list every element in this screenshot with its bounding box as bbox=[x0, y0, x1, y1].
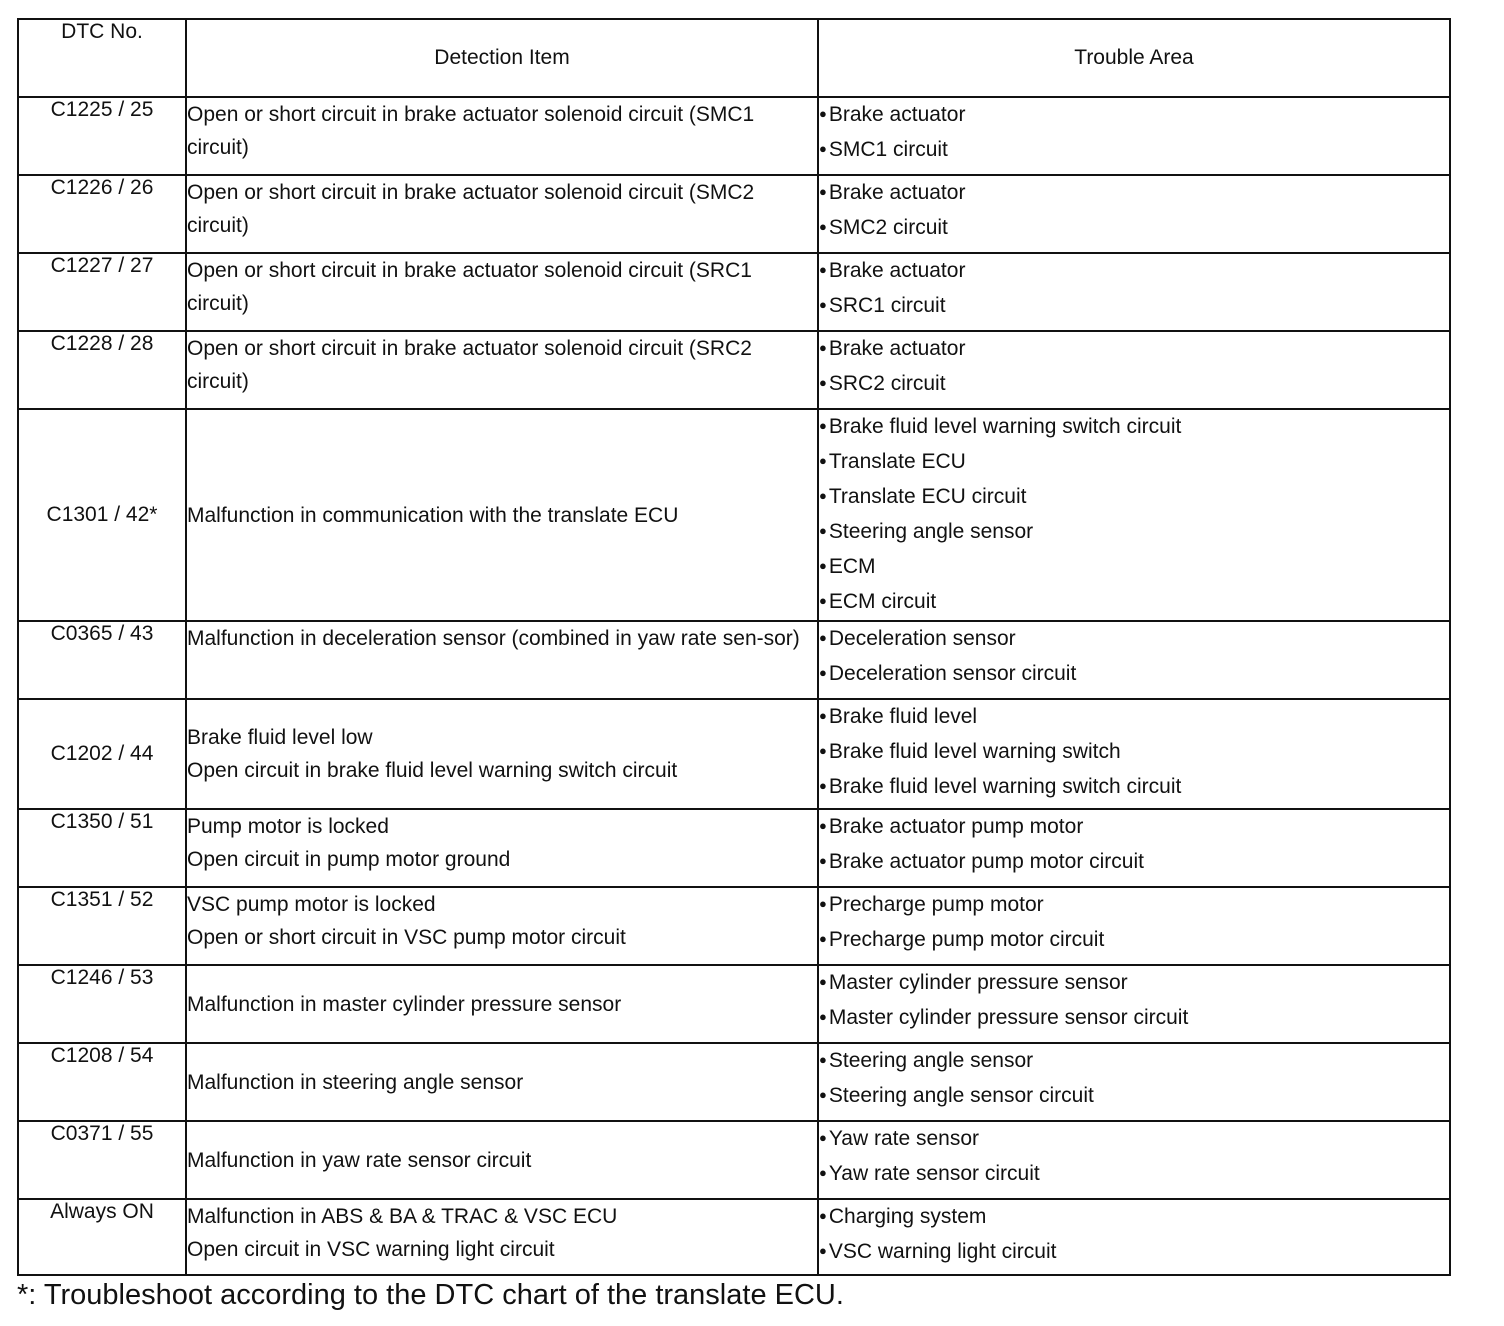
detection-item-text: Open or short circuit in brake actuator solenoid circuit (SMC2 circuit) bbox=[187, 181, 755, 237]
trouble-area-item: ● Translate ECU bbox=[819, 445, 1449, 480]
header-dtc-no: DTC No. bbox=[18, 19, 186, 97]
detection-item bbox=[186, 699, 818, 809]
detection-item bbox=[186, 253, 818, 331]
trouble-area-item: ● SRC1 circuit bbox=[819, 289, 1449, 324]
detection-item bbox=[186, 621, 818, 699]
detection-item-text: Malfunction in deceleration sensor (combined in yaw rate sen-sor) bbox=[187, 627, 800, 650]
trouble-area bbox=[818, 175, 1450, 253]
trouble-area bbox=[818, 331, 1450, 409]
dtc-code: Always ON bbox=[18, 1199, 186, 1275]
trouble-area-item: ● Brake fluid level warning switch circuit bbox=[819, 770, 1449, 805]
trouble-area bbox=[818, 887, 1450, 965]
trouble-area-item: ● Master cylinder pressure sensor bbox=[819, 966, 1449, 1001]
trouble-area bbox=[818, 253, 1450, 331]
trouble-area-item: ● SRC2 circuit bbox=[819, 367, 1449, 402]
detection-item-text: Open circuit in brake fluid level warning switch circuit bbox=[187, 759, 678, 782]
trouble-area bbox=[818, 1043, 1450, 1121]
trouble-area-item: ● SMC2 circuit bbox=[819, 211, 1449, 246]
dtc-code: C0371 / 55 bbox=[18, 1121, 186, 1199]
trouble-area bbox=[818, 409, 1450, 621]
trouble-area-item: ● SMC1 circuit bbox=[819, 133, 1449, 168]
trouble-area-item: ● Steering angle sensor bbox=[819, 515, 1449, 550]
detection-item-text: Open circuit in VSC warning light circuit bbox=[187, 1238, 555, 1261]
table-row bbox=[18, 965, 1450, 1043]
trouble-area bbox=[818, 1199, 1450, 1275]
detection-item bbox=[186, 409, 818, 621]
trouble-area bbox=[818, 1121, 1450, 1199]
dtc-code: C0365 / 43 bbox=[18, 621, 186, 699]
dtc-code: C1301 / 42* bbox=[18, 409, 186, 621]
trouble-area-item: ● Brake actuator bbox=[819, 98, 1449, 133]
trouble-area-item: ● Brake fluid level warning switch circuit bbox=[819, 410, 1449, 445]
trouble-area-item: ● Brake actuator bbox=[819, 332, 1449, 367]
trouble-area bbox=[818, 699, 1450, 809]
trouble-area-item: ● Brake actuator bbox=[819, 176, 1449, 211]
footnote: *: Troubleshoot according to the DTC chart of the translate ECU. bbox=[17, 1279, 844, 1311]
trouble-area-item: ● ECM bbox=[819, 550, 1449, 585]
trouble-area bbox=[818, 809, 1450, 887]
trouble-area-item: ● Brake fluid level warning switch bbox=[819, 735, 1449, 770]
trouble-area-item: ● Precharge pump motor bbox=[819, 888, 1449, 923]
table-row bbox=[18, 809, 1450, 887]
detection-item bbox=[186, 1043, 818, 1121]
detection-item bbox=[186, 887, 818, 965]
table-row bbox=[18, 409, 1450, 621]
trouble-area-item: ● Brake fluid level bbox=[819, 700, 1449, 735]
detection-item-text: Malfunction in ABS & BA & TRAC & VSC ECU bbox=[187, 1205, 618, 1228]
dtc-code: C1350 / 51 bbox=[18, 809, 186, 887]
detection-item bbox=[186, 809, 818, 887]
table-row bbox=[18, 1199, 1450, 1275]
trouble-area-item: ● Charging system bbox=[819, 1200, 1449, 1235]
trouble-area-item: ● Brake actuator pump motor circuit bbox=[819, 845, 1449, 880]
detection-item-text: Open circuit in pump motor ground bbox=[187, 848, 511, 871]
dtc-table bbox=[17, 18, 1451, 1276]
table-row bbox=[18, 621, 1450, 699]
trouble-area-item: ● ECM circuit bbox=[819, 585, 1449, 620]
trouble-area-item: ● Brake actuator bbox=[819, 254, 1449, 289]
trouble-area-item: ● Yaw rate sensor circuit bbox=[819, 1157, 1449, 1192]
trouble-area-item: ● Deceleration sensor circuit bbox=[819, 657, 1449, 692]
trouble-area-item: ● Yaw rate sensor bbox=[819, 1122, 1449, 1157]
detection-item-text: Malfunction in yaw rate sensor circuit bbox=[187, 1148, 532, 1172]
dtc-code: C1246 / 53 bbox=[18, 965, 186, 1043]
detection-item bbox=[186, 1121, 818, 1199]
table-row bbox=[18, 97, 1450, 175]
detection-item bbox=[186, 175, 818, 253]
trouble-area-item: ● Steering angle sensor circuit bbox=[819, 1079, 1449, 1114]
detection-item-text: Malfunction in communication with the translate ECU bbox=[187, 503, 679, 527]
trouble-area-item: ● VSC warning light circuit bbox=[819, 1235, 1449, 1270]
dtc-code: C1351 / 52 bbox=[18, 887, 186, 965]
dtc-code: C1208 / 54 bbox=[18, 1043, 186, 1121]
trouble-area bbox=[818, 965, 1450, 1043]
detection-item-text: Open or short circuit in brake actuator solenoid circuit (SMC1 circuit) bbox=[187, 103, 755, 159]
detection-item bbox=[186, 1199, 818, 1275]
detection-item-text: Open or short circuit in brake actuator solenoid circuit (SRC2 circuit) bbox=[187, 337, 752, 393]
detection-item-text: Pump motor is locked bbox=[187, 815, 389, 838]
dtc-code: C1202 / 44 bbox=[18, 699, 186, 809]
header-trouble-area: Trouble Area bbox=[818, 19, 1450, 97]
detection-item-text: Malfunction in master cylinder pressure sensor bbox=[187, 992, 622, 1016]
table-row bbox=[18, 331, 1450, 409]
dtc-code: C1228 / 28 bbox=[18, 331, 186, 409]
trouble-area-item: ● Deceleration sensor bbox=[819, 622, 1449, 657]
trouble-area bbox=[818, 97, 1450, 175]
trouble-area bbox=[818, 621, 1450, 699]
header-detection-item: Detection Item bbox=[186, 19, 818, 97]
table-row bbox=[18, 1121, 1450, 1199]
detection-item bbox=[186, 97, 818, 175]
table-row bbox=[18, 253, 1450, 331]
detection-item-text: Brake fluid level low bbox=[187, 726, 373, 749]
detection-item-text: Malfunction in steering angle sensor bbox=[187, 1070, 524, 1094]
trouble-area-item: ● Translate ECU circuit bbox=[819, 480, 1449, 515]
table-row bbox=[18, 175, 1450, 253]
trouble-area-item: ● Steering angle sensor bbox=[819, 1044, 1449, 1079]
dtc-code: C1226 / 26 bbox=[18, 175, 186, 253]
detection-item-text: VSC pump motor is locked bbox=[187, 893, 436, 916]
table-row bbox=[18, 699, 1450, 809]
trouble-area-item: ● Master cylinder pressure sensor circuit bbox=[819, 1001, 1449, 1036]
trouble-area-item: ● Brake actuator pump motor bbox=[819, 810, 1449, 845]
dtc-code: C1227 / 27 bbox=[18, 253, 186, 331]
detection-item-text: Open or short circuit in brake actuator solenoid circuit (SRC1 circuit) bbox=[187, 259, 752, 315]
dtc-code: C1225 / 25 bbox=[18, 97, 186, 175]
table-header-row bbox=[18, 19, 1450, 97]
table-row bbox=[18, 887, 1450, 965]
table-row bbox=[18, 1043, 1450, 1121]
detection-item bbox=[186, 331, 818, 409]
trouble-area-item: ● Precharge pump motor circuit bbox=[819, 923, 1449, 958]
detection-item-text: Open or short circuit in VSC pump motor circuit bbox=[187, 926, 626, 949]
detection-item bbox=[186, 965, 818, 1043]
